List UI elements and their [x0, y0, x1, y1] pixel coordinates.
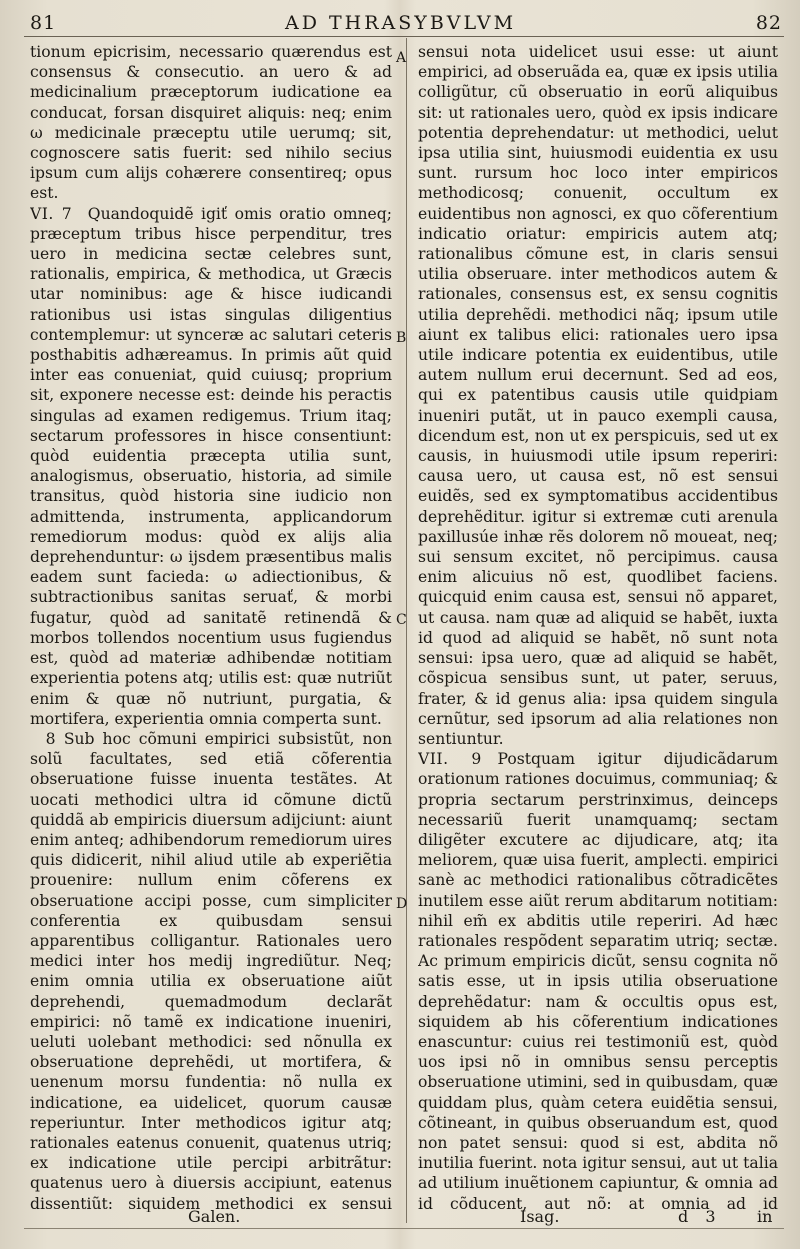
- running-head: AD THRASYBVLVM: [285, 12, 517, 34]
- right-paragraph-continuation: sensui nota uidelicet usui esse: ut aiunt empirici, ad obseruãda ea, quæ ex ipsis utilia colligũtur, cũ obseruatio in eorũ aliquibus sit: ut rationales uero, quòd ex ipsis indicare potentia deprehendatur: ut methodici, uelut ipsa utilia sint, huiusmodi euidentia ex usu sunt. rursum hoc loco inter empiricos methodicosq; conuenit, occultum ex euidentibus non agnosci, ex quo cõferentium indicatio oriatur: empiricis autem atq; rationalibus cõmune est, in claris sensui utilia obseruare. inter methodicos autem & rationales, consensus est, ex sensu cognitis utilia deprehẽdi. methodici nãq; ipsum utile aiunt ex talibus elici: rationales uero ipsa utile indicare potentia ex euidentibus, utile autem nullum erui decernunt. Sed ad eos, qui ex patentibus causis utile quidpiam inueniri putãt, ut in pauco exempli causa, dicendum est, non ut ex perspicuis, sed ut ex causis, in huiusmodi utile ipsum reperiri: causa uero, ut causa est, nõ est sensui euidẽs, sed ex symptomatibus accidentibus deprehẽditur. igitur si extremæ cuti arenula paxillusúe inhæ rẽs dolorem nõ moueat, neq; sui sensum excitet, nõ percipimus. causa enim alicuius nõ est, quodlibet faciens. quicquid enim causa est, sensui nõ apparet, ut causa. nam quæ ad aliquid se habẽt, iuxta id quod ad aliquid se habẽt, nõ sunt nota sensui: ipsa uero, quæ ad aliquid se habẽt, cõspicua sensibus sunt, ut pater, seruus, frater, & id genus alia: ipsa quidem singula cernũtur, sed ipsorum ad alia relationes non sentiuntur.: [418, 43, 778, 748]
- column-divider: [406, 38, 407, 1223]
- section-number-8: 8: [45, 729, 57, 748]
- footer-source-left: Galen.: [188, 1207, 241, 1226]
- section-8-text: Sub hoc cõmuni empirici subsistũt, non solũ facultates, sed etiã cõferentia obseruatione fuisse inuenta testãtes. At uocati methodici ultra id cõmune dictũ quiddã ab empiricis diuersum adijciunt: aiunt enim anteq; adhibendorum remediorum uires quis didicerit, nihil aliud utile ab experiẽtia prouenire: nullum enim cõferens ex obseruatione accipi posse, cum simpliciter conferentia ex quibusdam sensui apparentibus colligantur. Rationales uero medici inter hos medij ingrediũtur. Neq; enim omnia utilia ex obseruatione aiũt deprehendi, quemadmodum declarãt empirici: nõ tamẽ ex indicatione inueniri, ueluti uolebant methodici: sed nõnulla ex obseruatione deprehẽdi, ut mortifera, & uenenum morsu fundentia: nõ nulla ex indicatione, ea uidelicet, quorum causæ reperiuntur. Inter methodicos igitur atq; rationales eatenus conuenit, quatenus utriq; ex indicatione utile percipi arbitrãtur: quatenus uero à diuersis accipiunt, eatenus dissentiũt: siquidem methodici ex sensui: [30, 729, 392, 1212]
- section-number-vi-7: VI. 7: [30, 204, 73, 223]
- left-paragraph-section-8: [30, 729, 392, 1212]
- margin-letter-c: C: [396, 612, 407, 628]
- right-paragraph-section-vii-9: [418, 749, 778, 1212]
- page-header: [0, 8, 800, 38]
- left-column: [30, 42, 392, 1212]
- left-paragraph-continuation: tionum epicrisim, necessario quærendus est consensus & consecutio. an uero & ad medicinalium præceptorum iudicatione ea conducat, forsan disquiret aliquis: neq; enim ω medicinale præceptu utile uerumq; sit, cognoscere satis fuerit: sed nihilo secius ipsum cum alijs cohærere consentireq; opus est.: [30, 43, 392, 203]
- right-column: [418, 42, 778, 1212]
- margin-letter-d: D: [396, 896, 408, 912]
- folio-number-right: 82: [755, 12, 782, 34]
- page-footer: [0, 1207, 800, 1233]
- section-vii-9-text: Postquam igitur dijudicãdarum orationum rationes docuimus, communiaq; & propria sectarum perstrinximus, deinceps necessariũ fuerit unamquamq; sectam diligẽter excutere ac dijudicare, atq; ita meliorem, quæ uisa fuerit, amplecti. empirici sanè ac methodici rationalibus cõtradicẽtes inutilem esse aiũt rerum abditarum notitiam: nihil em̃ ex abditis utile reperiri. Ad hæc rationales respõdent separatim utriq; sectæ. Ac primum empiricis dicũt, sensu cognita nõ satis esse, ut in ipsis utilia obseruatione deprehẽdatur: nam & occultis opus est, siquidem ab his cõferentium indicationes enascuntur: cuius rei testimoniũ est, quòd uos ipsi nõ in omnibus sensu perceptis obseruatione utimini, sed in quibusdam, quæ quiddam plus, quàm cetera euidẽtia sensui, cõtineant, in quibus obseruandum est, quod non patet sensui: quod si est, abdita nõ inutilia fuerint. nota igitur sensui, aut ut talia ad utilium inuẽtionem capiuntur, & omnia ad id cõducent, aut nõ: at omnia ad id: [418, 750, 778, 1212]
- header-rule: [24, 36, 784, 37]
- catchword: in: [757, 1207, 773, 1226]
- signature-mark: d 3: [678, 1207, 722, 1226]
- section-number-vii-9: VII. 9: [418, 750, 482, 769]
- margin-letter-a: A: [396, 50, 407, 66]
- margin-letter-b: B: [396, 330, 407, 346]
- left-paragraph-section-vi-7: [30, 204, 392, 729]
- folio-number-left: 81: [30, 12, 57, 34]
- footer-rule: [24, 1228, 784, 1229]
- footer-source-right: Isag.: [520, 1207, 560, 1226]
- section-vi-7-text: Quandoquidẽ igiť omis oratio omneq; præceptum tribus hisce perpenditur, tres uero in medicina sectæ celebres sunt, rationalis, empirica, & methodica, ut Græcis utar nominibus: age & hisce iudicandi rationibus usi istas singulas diligentius contemplemur: ut synceræ ac salutari ceteris posthabitis adhæreamus. In primis aũt quid inter eas conueniat, quid cuiusq; proprium sit, exponere necesse est: deinde his peractis singulas ad examen redigemus. Trium itaq; sectarum professores in hisce consentiunt: quòd euidentia præcepta utilia sunt, analogismus, obseruatio, historia, ad simile transitus, quòd historia sine iudicio non admittenda, instrumenta, applicandorum remediorum modus: quòd ex alijs alia deprehenduntur: ω ijsdem præsentibus malis eadem sunt facieda: ω adiectionibus, & subtractionibus sanitas seruať, & morbi fugatur, quòd ad sanitatẽ retinendã & morbos tollendos nocentium usus fugiendus est, quòd ad materiæ adhibendæ notitiam experientia potens atq; utilis est: quæ nutriũt enim & quæ nõ nutriunt, purgatia, & mortifera, experientia omnia comperta sunt.: [30, 204, 392, 728]
